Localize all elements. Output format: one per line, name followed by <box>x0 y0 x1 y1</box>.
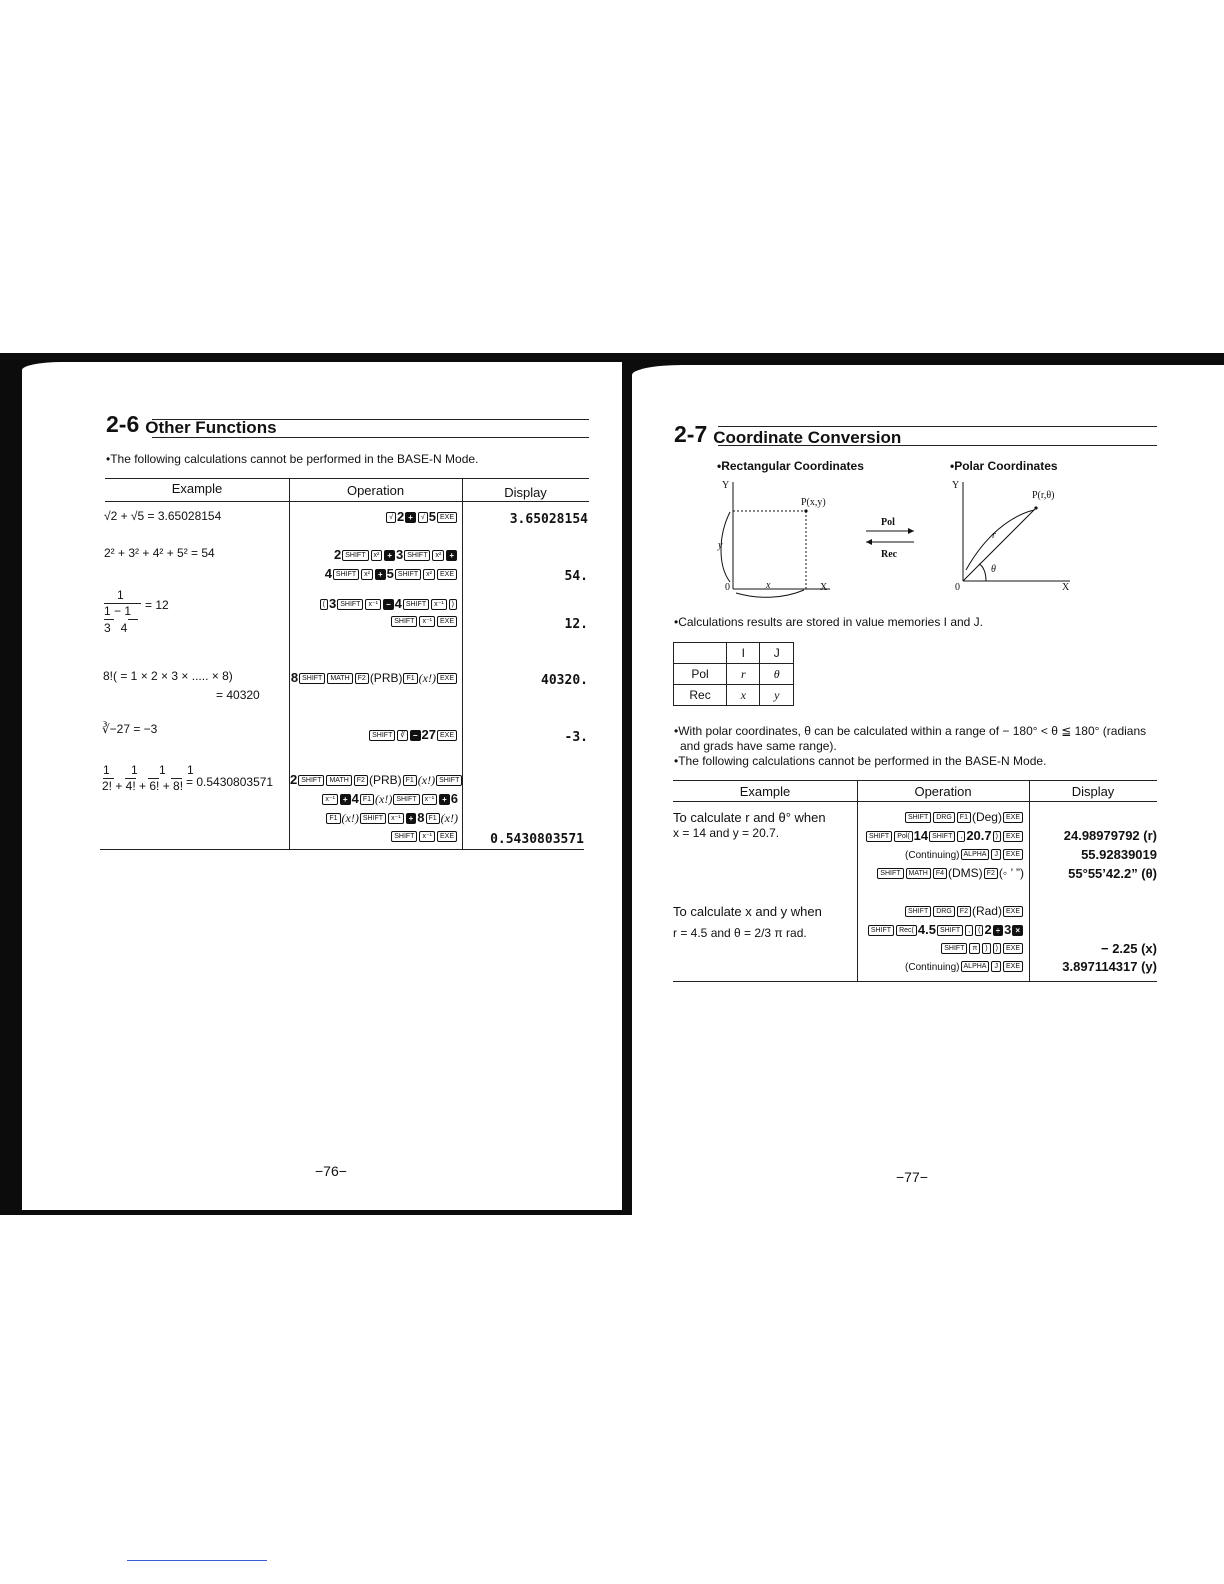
dms-label: (DMS) <box>948 866 983 880</box>
section-title: Coordinate Conversion <box>713 428 902 447</box>
operation-keys: SHIFT Pol( 14 SHIFT , 20.7 ) EXE <box>858 828 1024 843</box>
fraction-numerator: 1 <box>117 588 124 602</box>
operation-keys: SHIFT Rec( 4.5 SHIFT , ( 2 ÷ 3 × <box>858 922 1024 937</box>
table-cell: θ <box>760 664 794 685</box>
operation-keys: SHIFT x⁻¹ EXE <box>290 614 458 628</box>
table-row <box>674 685 794 706</box>
fraction-denominators: 2! + 4! + 6! + 8! <box>102 779 184 793</box>
polar-label: •Polar Coordinates <box>950 459 1058 473</box>
table-cell: J <box>760 643 794 664</box>
col-header-display: Display <box>1071 784 1115 799</box>
fraction-numerators: 1 1 1 1 <box>103 763 203 777</box>
continuing-label: (Continuing) <box>905 962 960 973</box>
example-polar-line2: x = 14 and y = 20.7. <box>673 826 780 840</box>
table-cell: Rec <box>674 685 727 706</box>
table-cell <box>674 643 727 664</box>
rad-label: (Rad) <box>971 904 1002 918</box>
example-rect-line1: To calculate x and y when <box>673 904 822 919</box>
display-value: 3.65028154 <box>509 512 588 527</box>
section-header-2-6 <box>106 413 277 436</box>
operation-keys: F1 (x!) SHIFT x⁻¹ + 8 F1 (x!) <box>290 810 458 826</box>
continuing-label: (Continuing) <box>905 850 960 861</box>
point-label: P(x,y) <box>801 497 826 508</box>
base-n-note: •The following calculations cannot be performed in the BASE-N Mode. <box>674 754 1047 768</box>
display-value: 55°55’42.2” (θ) <box>1068 866 1157 881</box>
col-header-operation: Operation <box>914 784 972 799</box>
display-value: 0.5430803571 <box>490 832 584 847</box>
polar-point-label: P(r,θ) <box>1032 490 1055 501</box>
x-axis-label: X <box>820 582 828 593</box>
example-squares: 2² + 3² + 4² + 5² = 54 <box>104 546 215 560</box>
memory-note: •Calculations results are stored in value memories I and J. <box>674 615 984 629</box>
table-top-rule <box>105 478 589 479</box>
col-header-example: Example <box>171 481 223 496</box>
table-cell: x <box>727 685 760 706</box>
table-bottom-rule <box>100 849 584 850</box>
display-value: 24.98979792 (r) <box>1063 828 1157 843</box>
polar-x-axis-label: X <box>1062 582 1070 593</box>
table-top-rule <box>673 780 1157 781</box>
col-header-display: Display <box>504 485 547 500</box>
display-value: − 2.25 (x) <box>1100 941 1157 956</box>
section-number: 2-7 <box>674 421 708 447</box>
table-cell: Pol <box>674 664 727 685</box>
page-number: −76− <box>315 1163 347 1179</box>
base-n-note: •The following calculations cannot be performed in the BASE-N Mode. <box>106 452 479 466</box>
section-overline <box>718 426 1157 427</box>
operation-keys: 4 SHIFT x² + 5 SHIFT x² EXE <box>290 566 458 581</box>
table-cell: y <box>760 685 794 706</box>
section-title: Other Functions <box>145 418 277 437</box>
operation-keys: SHIFT ∛ − 27 EXE <box>290 727 458 742</box>
fraction-bar <box>128 619 138 620</box>
fraction-result: = 12 <box>145 598 169 612</box>
display-value: -3. <box>564 730 588 745</box>
polar-origin-label: 0 <box>955 582 960 593</box>
page-number: −77− <box>896 1169 928 1185</box>
operation-keys: 2 SHIFT x² + 3 SHIFT x² + <box>290 547 458 562</box>
col-header-example: Example <box>739 784 791 799</box>
operation-keys: SHIFT MATH F4 (DMS) F2 (◦ ’ ”) <box>858 866 1024 880</box>
table-bottom-rule <box>673 981 1157 982</box>
operation-keys: SHIFT DRG F2 (Rad) EXE <box>858 904 1024 918</box>
display-value: 3.897114317 (y) <box>1062 959 1157 974</box>
range-note: •With polar coordinates, θ can be calculated within a range of − 180° < θ ≦ 180° (radians <box>674 724 1147 738</box>
table-row <box>674 664 794 685</box>
operation-keys: 2 SHIFT MATH F2 (PRB) F1 (x!) SHIFT <box>290 772 458 788</box>
point-p <box>804 509 807 512</box>
origin-label: 0 <box>725 582 730 593</box>
operation-keys: SHIFT x⁻¹ EXE <box>290 829 458 843</box>
pol-arrow-label: Pol <box>881 517 895 528</box>
section-underline <box>152 437 589 438</box>
operation-keys: (Continuing) ALPHA J EXE <box>858 847 1024 861</box>
example-factorial-result: = 40320 <box>216 688 260 702</box>
decorative-rule <box>127 1560 267 1561</box>
y-dim-label: y <box>718 540 723 551</box>
example-factorial: 8!( = 1 × 2 × 3 × ..... × 8) <box>103 669 233 683</box>
x-dim-label: x <box>766 580 771 591</box>
deg-label: (Deg) <box>971 810 1002 824</box>
display-value: 40320. <box>541 673 588 688</box>
table-cell: r <box>727 664 760 685</box>
section-overline <box>152 419 589 420</box>
table-header-rule <box>105 501 589 502</box>
theta-label: θ <box>991 564 996 575</box>
fraction-denominator: 1 − 1 <box>104 604 132 618</box>
y-axis-label: Y <box>722 480 730 491</box>
fraction-result: = 0.5430803571 <box>186 775 274 789</box>
coordinate-diagrams <box>700 476 1100 598</box>
example-cube-root: ∛−27 = −3 <box>102 722 158 736</box>
polar-y-axis-label: Y <box>952 480 960 491</box>
section-underline <box>718 445 1157 446</box>
display-value: 55.92839019 <box>1081 847 1157 862</box>
table-header-rule <box>673 801 1157 802</box>
r-label: r <box>992 530 996 541</box>
range-note-continued: and grads have same range). <box>680 739 837 753</box>
table-cell: I <box>727 643 760 664</box>
example-polar-line1: To calculate r and θ° when <box>673 810 826 825</box>
operation-keys: √ 2 + √ 5 EXE <box>290 509 458 524</box>
col-divider <box>462 478 463 849</box>
example-rect-line2: r = 4.5 and θ = 2/3 π rad. <box>673 926 807 940</box>
operation-keys: SHIFT π ) ) EXE <box>858 941 1024 955</box>
fraction-denominator: 3 4 <box>104 621 128 635</box>
polar-point-p <box>1034 506 1037 509</box>
display-value: 54. <box>564 569 588 584</box>
rec-arrow-label: Rec <box>881 549 898 560</box>
example-sqrt-sum: √2 + √5 = 3.65028154 <box>104 509 222 523</box>
operation-keys: x⁻¹ + 4 F1 (x!) SHIFT x⁻¹ + 6 <box>290 791 458 807</box>
section-number: 2-6 <box>106 411 140 437</box>
display-value: 12. <box>564 617 588 632</box>
table-row <box>674 643 794 664</box>
operation-keys: (Continuing) ALPHA J EXE <box>858 959 1024 973</box>
operation-keys: ( 3 SHIFT x⁻¹ − 4 SHIFT x⁻¹ ) <box>290 596 458 611</box>
operation-keys: 8 SHIFT MATH F2 (PRB) F1 (x!) EXE <box>290 670 458 686</box>
operation-keys: SHIFT DRG F1 (Deg) EXE <box>858 810 1024 824</box>
fraction-bar <box>104 619 114 620</box>
memory-table <box>673 642 794 706</box>
col-header-operation: Operation <box>346 483 405 498</box>
rectangular-label: •Rectangular Coordinates <box>717 459 864 473</box>
